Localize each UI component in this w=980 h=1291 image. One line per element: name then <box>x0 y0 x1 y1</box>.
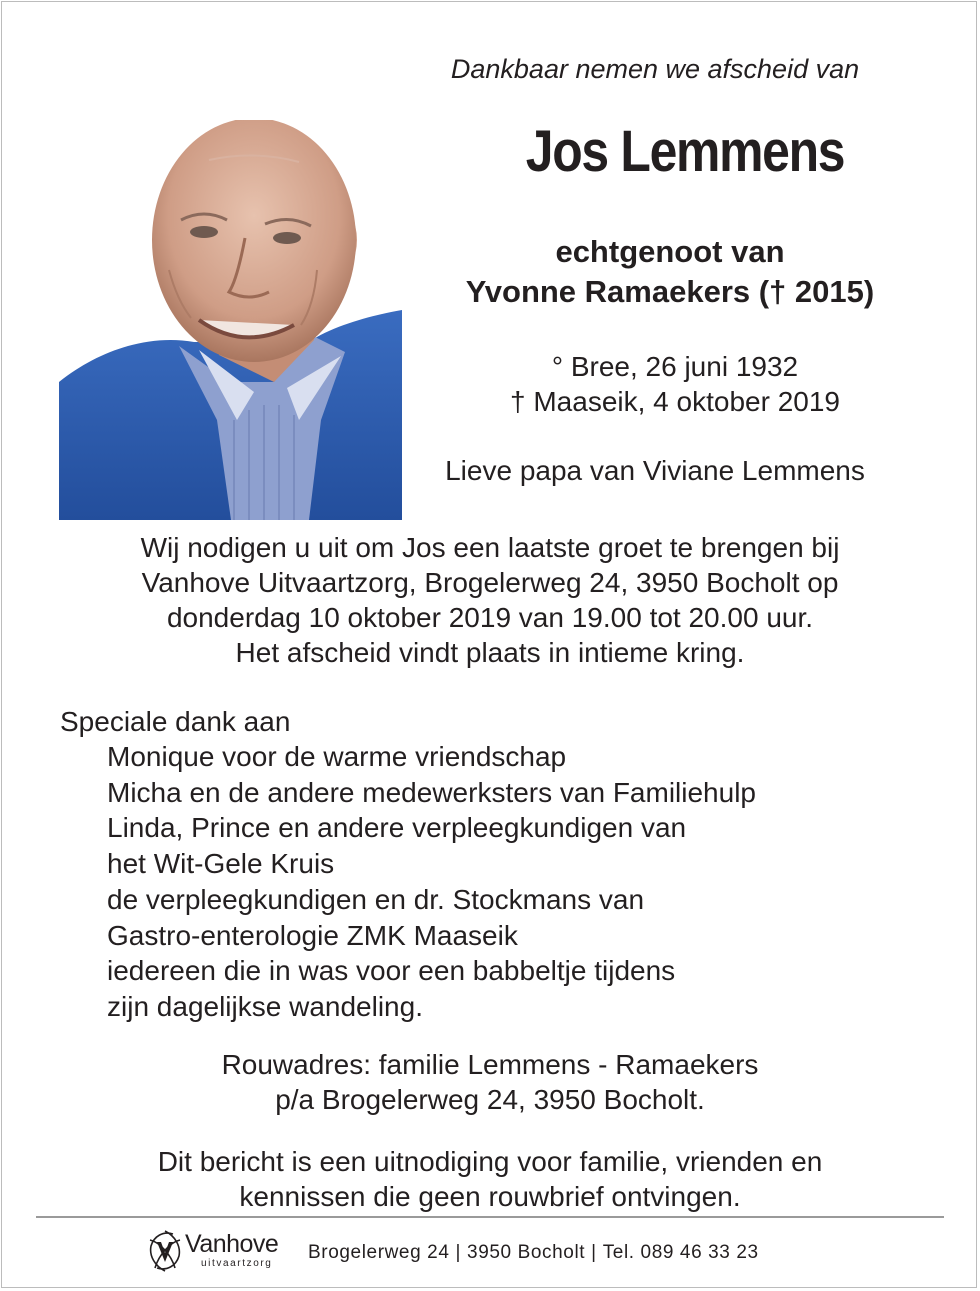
thanks-line: Micha en de andere medewerksters van Familiehulp <box>107 776 756 808</box>
notice-line-2: kennissen die geen rouwbrief ontvingen. <box>239 1181 741 1212</box>
vanhove-logo <box>145 1228 295 1276</box>
thanks-line: Gastro-enterologie ZMK Maaseik <box>107 919 518 951</box>
logo-name: Vanhove <box>185 1230 279 1258</box>
deceased-name: Jos Lemmens <box>525 119 845 184</box>
thanks-line: de verpleegkundigen en dr. Stockmans van <box>107 883 645 915</box>
death-date: † Maaseik, 4 oktober 2019 <box>510 386 840 417</box>
intro-text: Dankbaar nemen we afscheid van <box>450 54 860 84</box>
footer-separator: | <box>455 1242 462 1263</box>
invitation-block <box>40 530 940 670</box>
thanks-line: zijn dagelijkse wandeling. <box>107 990 423 1022</box>
address-line-2: p/a Brogelerweg 24, 3950 Bocholt. <box>275 1084 705 1115</box>
thanks-list <box>107 739 907 1025</box>
thanks-line: iedereen die in was voor een babbeltje tijdens <box>107 955 676 987</box>
notice-text <box>40 1144 940 1214</box>
address-line-1: Rouwadres: familie Lemmens - Ramaekers <box>221 1049 759 1080</box>
thanks-heading: Speciale dank aan <box>60 706 291 737</box>
spouse-line-1: echtgenoot van <box>555 234 785 269</box>
portrait-photo <box>59 120 402 520</box>
thanks-line: Monique voor de warme vriendschap <box>107 741 567 772</box>
logo-subtitle: uitvaartzorg <box>201 1258 273 1269</box>
thanks-line: het Wit-Gele Kruis <box>107 848 335 880</box>
footer-contact <box>308 1242 759 1264</box>
spouse-line-2: Yvonne Ramaekers († 2015) <box>465 274 875 309</box>
footer-city: 3950 Bocholt <box>467 1242 586 1263</box>
footer-divider <box>36 1216 944 1218</box>
invitation-line: Vanhove Uitvaartzorg, Brogelerweg 24, 3950 Bocholt op <box>141 567 839 598</box>
vanhove-logo-mark-icon <box>145 1228 185 1274</box>
invitation-line: Het afscheid vindt plaats in intieme kring. <box>235 637 745 668</box>
spouse-block <box>410 232 930 312</box>
footer-separator: | <box>591 1242 597 1263</box>
footer-street: Brogelerweg 24 <box>308 1242 450 1263</box>
birth-date: ° Bree, 26 juni 1932 <box>551 351 799 382</box>
portrait-illustration <box>59 120 402 520</box>
notice-line-1: Dit bericht is een uitnodiging voor familie, vrienden en <box>157 1146 823 1177</box>
mourning-address <box>40 1047 940 1117</box>
invitation-line: donderdag 10 oktober 2019 van 19.00 tot 20.00 uur. <box>166 602 814 633</box>
footer-phone: Tel. 089 46 33 23 <box>602 1242 759 1263</box>
invitation-line: Wij nodigen u uit om Jos een laatste groet te brengen bij <box>140 532 840 563</box>
dates-block <box>410 349 940 419</box>
thanks-line: Linda, Prince en andere verpleegkundigen van <box>107 812 687 844</box>
children-text: Lieve papa van Viviane Lemmens <box>445 455 865 486</box>
